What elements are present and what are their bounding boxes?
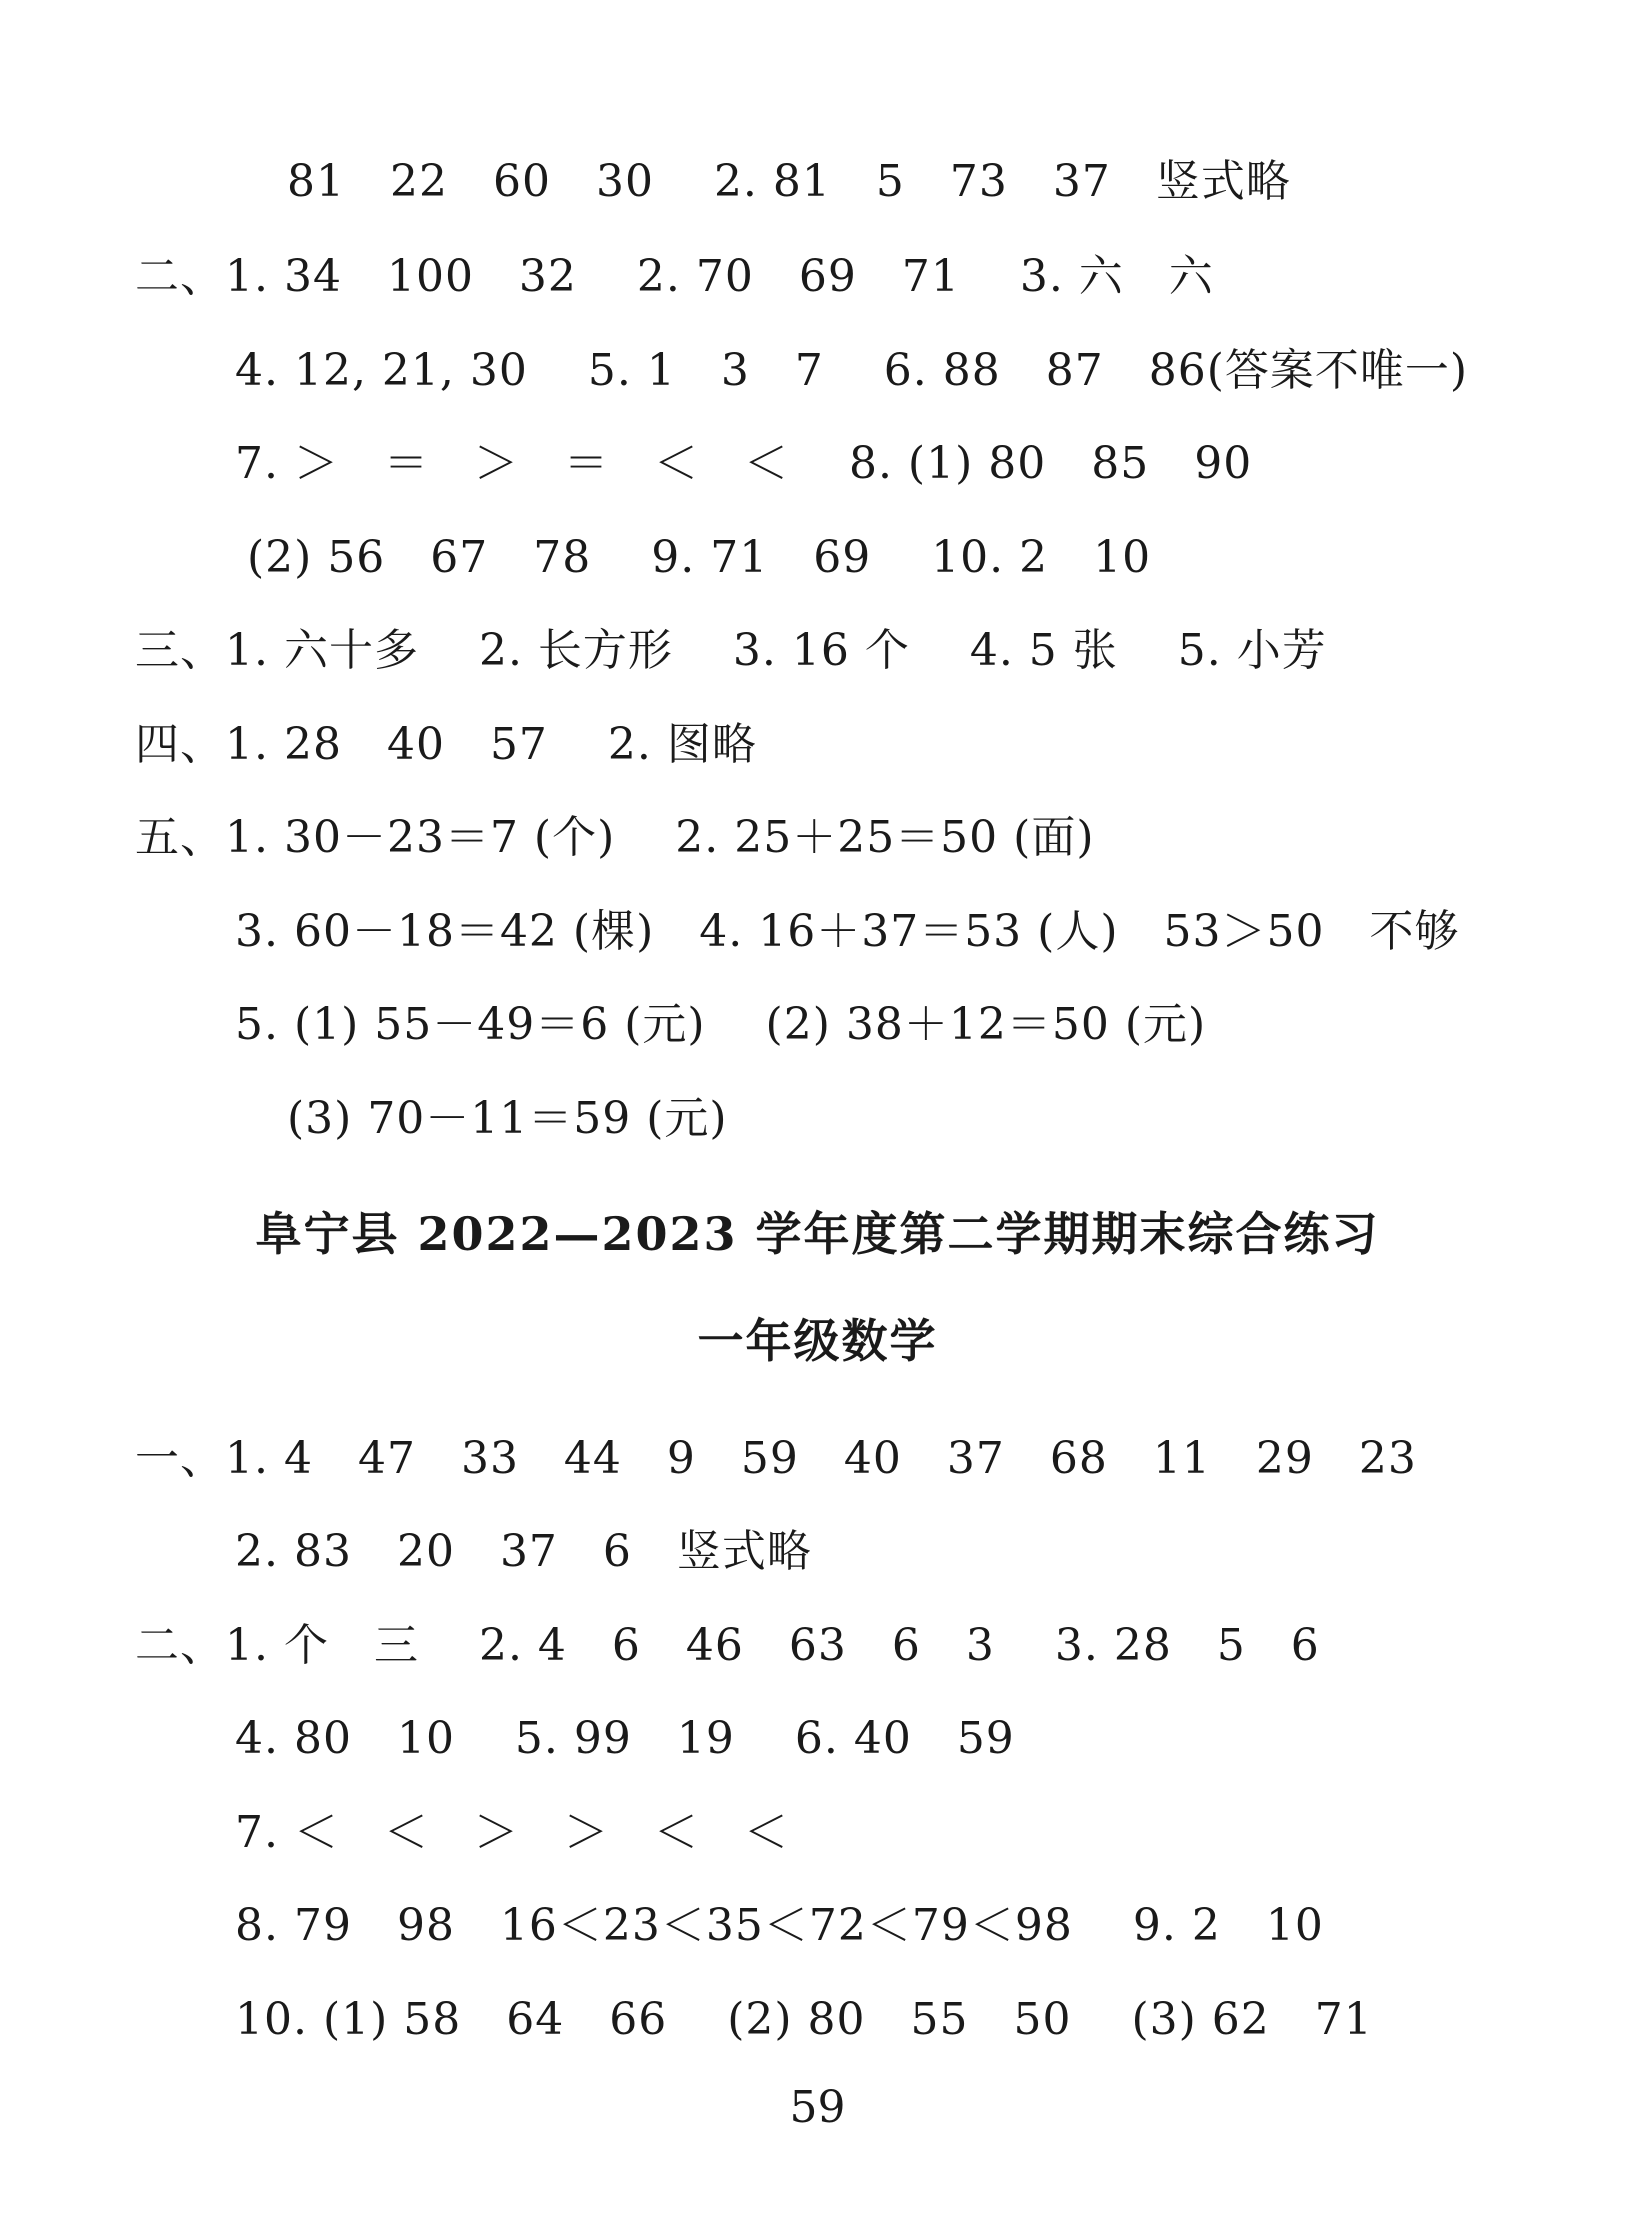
- answer-line: 二、1. 34 100 32 2. 70 69 71 3. 六 六: [135, 251, 1214, 302]
- answer-line: 5. (1) 55－49＝6 (元) (2) 38＋12＝50 (元): [235, 999, 1207, 1050]
- answer-line: 五、1. 30－23＝7 (个) 2. 25＋25＝50 (面): [135, 812, 1095, 863]
- answer-line: 81 22 60 30 2. 81 5 73 37 竖式略: [287, 156, 1291, 207]
- answer-line: 一、1. 4 47 33 44 9 59 40 37 68 11 29 23: [135, 1433, 1417, 1484]
- section-title: 阜宁县 2022—2023 学年度第二学期期末综合练习: [255, 1207, 1380, 1261]
- answer-line: (2) 56 67 78 9. 71 69 10. 2 10: [247, 532, 1152, 583]
- answer-line: (3) 70－11＝59 (元): [287, 1093, 728, 1144]
- answer-line: 三、1. 六十多 2. 长方形 3. 16 个 4. 5 张 5. 小芳: [135, 625, 1327, 676]
- answer-line: 4. 12, 21, 30 5. 1 3 7 6. 88 87 86(答案不唯一): [235, 345, 1469, 396]
- section-subtitle: 一年级数学: [697, 1314, 938, 1368]
- answer-line: 2. 83 20 37 6 竖式略: [235, 1526, 812, 1577]
- page-number: 59: [789, 2082, 846, 2133]
- answer-line: 4. 80 10 5. 99 19 6. 40 59: [235, 1713, 1015, 1764]
- answer-line: 二、1. 个 三 2. 4 6 46 63 6 3 3. 28 5 6: [135, 1620, 1320, 1671]
- answer-line: 10. (1) 58 64 66 (2) 80 55 50 (3) 62 71: [235, 1994, 1373, 2045]
- answer-line: 7. ＜ ＜ ＞ ＞ ＜ ＜: [235, 1807, 789, 1858]
- answer-line: 四、1. 28 40 57 2. 图略: [135, 719, 757, 770]
- answer-line: 3. 60－18＝42 (棵) 4. 16＋37＝53 (人) 53＞50 不够: [235, 906, 1460, 957]
- answer-line: 8. 79 98 16＜23＜35＜72＜79＜98 9. 2 10: [235, 1900, 1324, 1951]
- answer-line: 7. ＞ ＝ ＞ ＝ ＜ ＜ 8. (1) 80 85 90: [235, 438, 1253, 489]
